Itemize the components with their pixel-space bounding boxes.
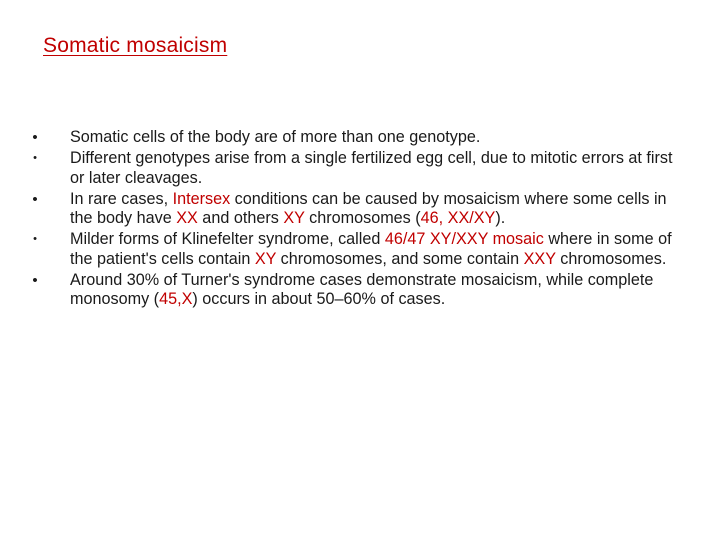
highlight-segment: XXY [523,249,556,268]
bullet-dot-icon: • [33,233,37,246]
bullet-item [28,230,678,269]
bullet-item [28,271,678,310]
text-segment: In rare cases, [70,189,173,208]
highlight-segment: XY [283,209,305,228]
bullet-dot-icon: • [32,129,38,146]
bullet-dot-icon: • [33,152,37,165]
text-segment: and others [197,209,284,228]
bullet-text [70,230,672,267]
text-segment: chromosomes. [555,249,667,268]
highlight-segment: 45,X [159,290,193,309]
highlight-segment: Intersex [172,189,231,208]
bullet-dot-icon: • [32,190,38,208]
text-segment: Around 30% of Turner's syndrome cases demonstrate mosaicism, while complete monosomy ( [70,271,654,309]
text-segment: Somatic cells of the body are of more than one genotype. [70,128,481,146]
bullet-text [70,128,480,146]
bullet-dot-icon: • [32,272,38,290]
text-segment: ). [495,209,506,228]
highlight-segment: XX [176,209,198,228]
slide-title: Somatic mosaicism [43,34,228,57]
bullet-item [28,149,678,188]
bullet-list [28,128,678,312]
highlight-segment: 46, XX/XY [420,209,496,228]
highlight-segment: XY [254,249,277,268]
bullet-text [70,149,673,186]
text-segment: where in some of the patient's cells contain [70,230,672,268]
text-segment: Milder forms of Klinefelter syndrome, called [70,230,385,249]
bullet-text [70,190,667,227]
bullet-item [28,190,678,229]
text-segment: chromosomes ( [304,209,421,228]
bullet-item [28,128,678,147]
text-segment: Different genotypes arise from a single fertilized egg cell, due to mitotic errors at first or later cleavages. [70,149,673,187]
text-segment: conditions can be caused by mosaicism where some cells in the body have [70,189,667,228]
highlight-segment: 46/47 XY/XXY mosaic [384,230,544,249]
text-segment: ) occurs in about 50–60% of cases. [192,290,446,309]
text-segment: chromosomes, and some contain [276,249,524,268]
bullet-text [70,271,653,308]
